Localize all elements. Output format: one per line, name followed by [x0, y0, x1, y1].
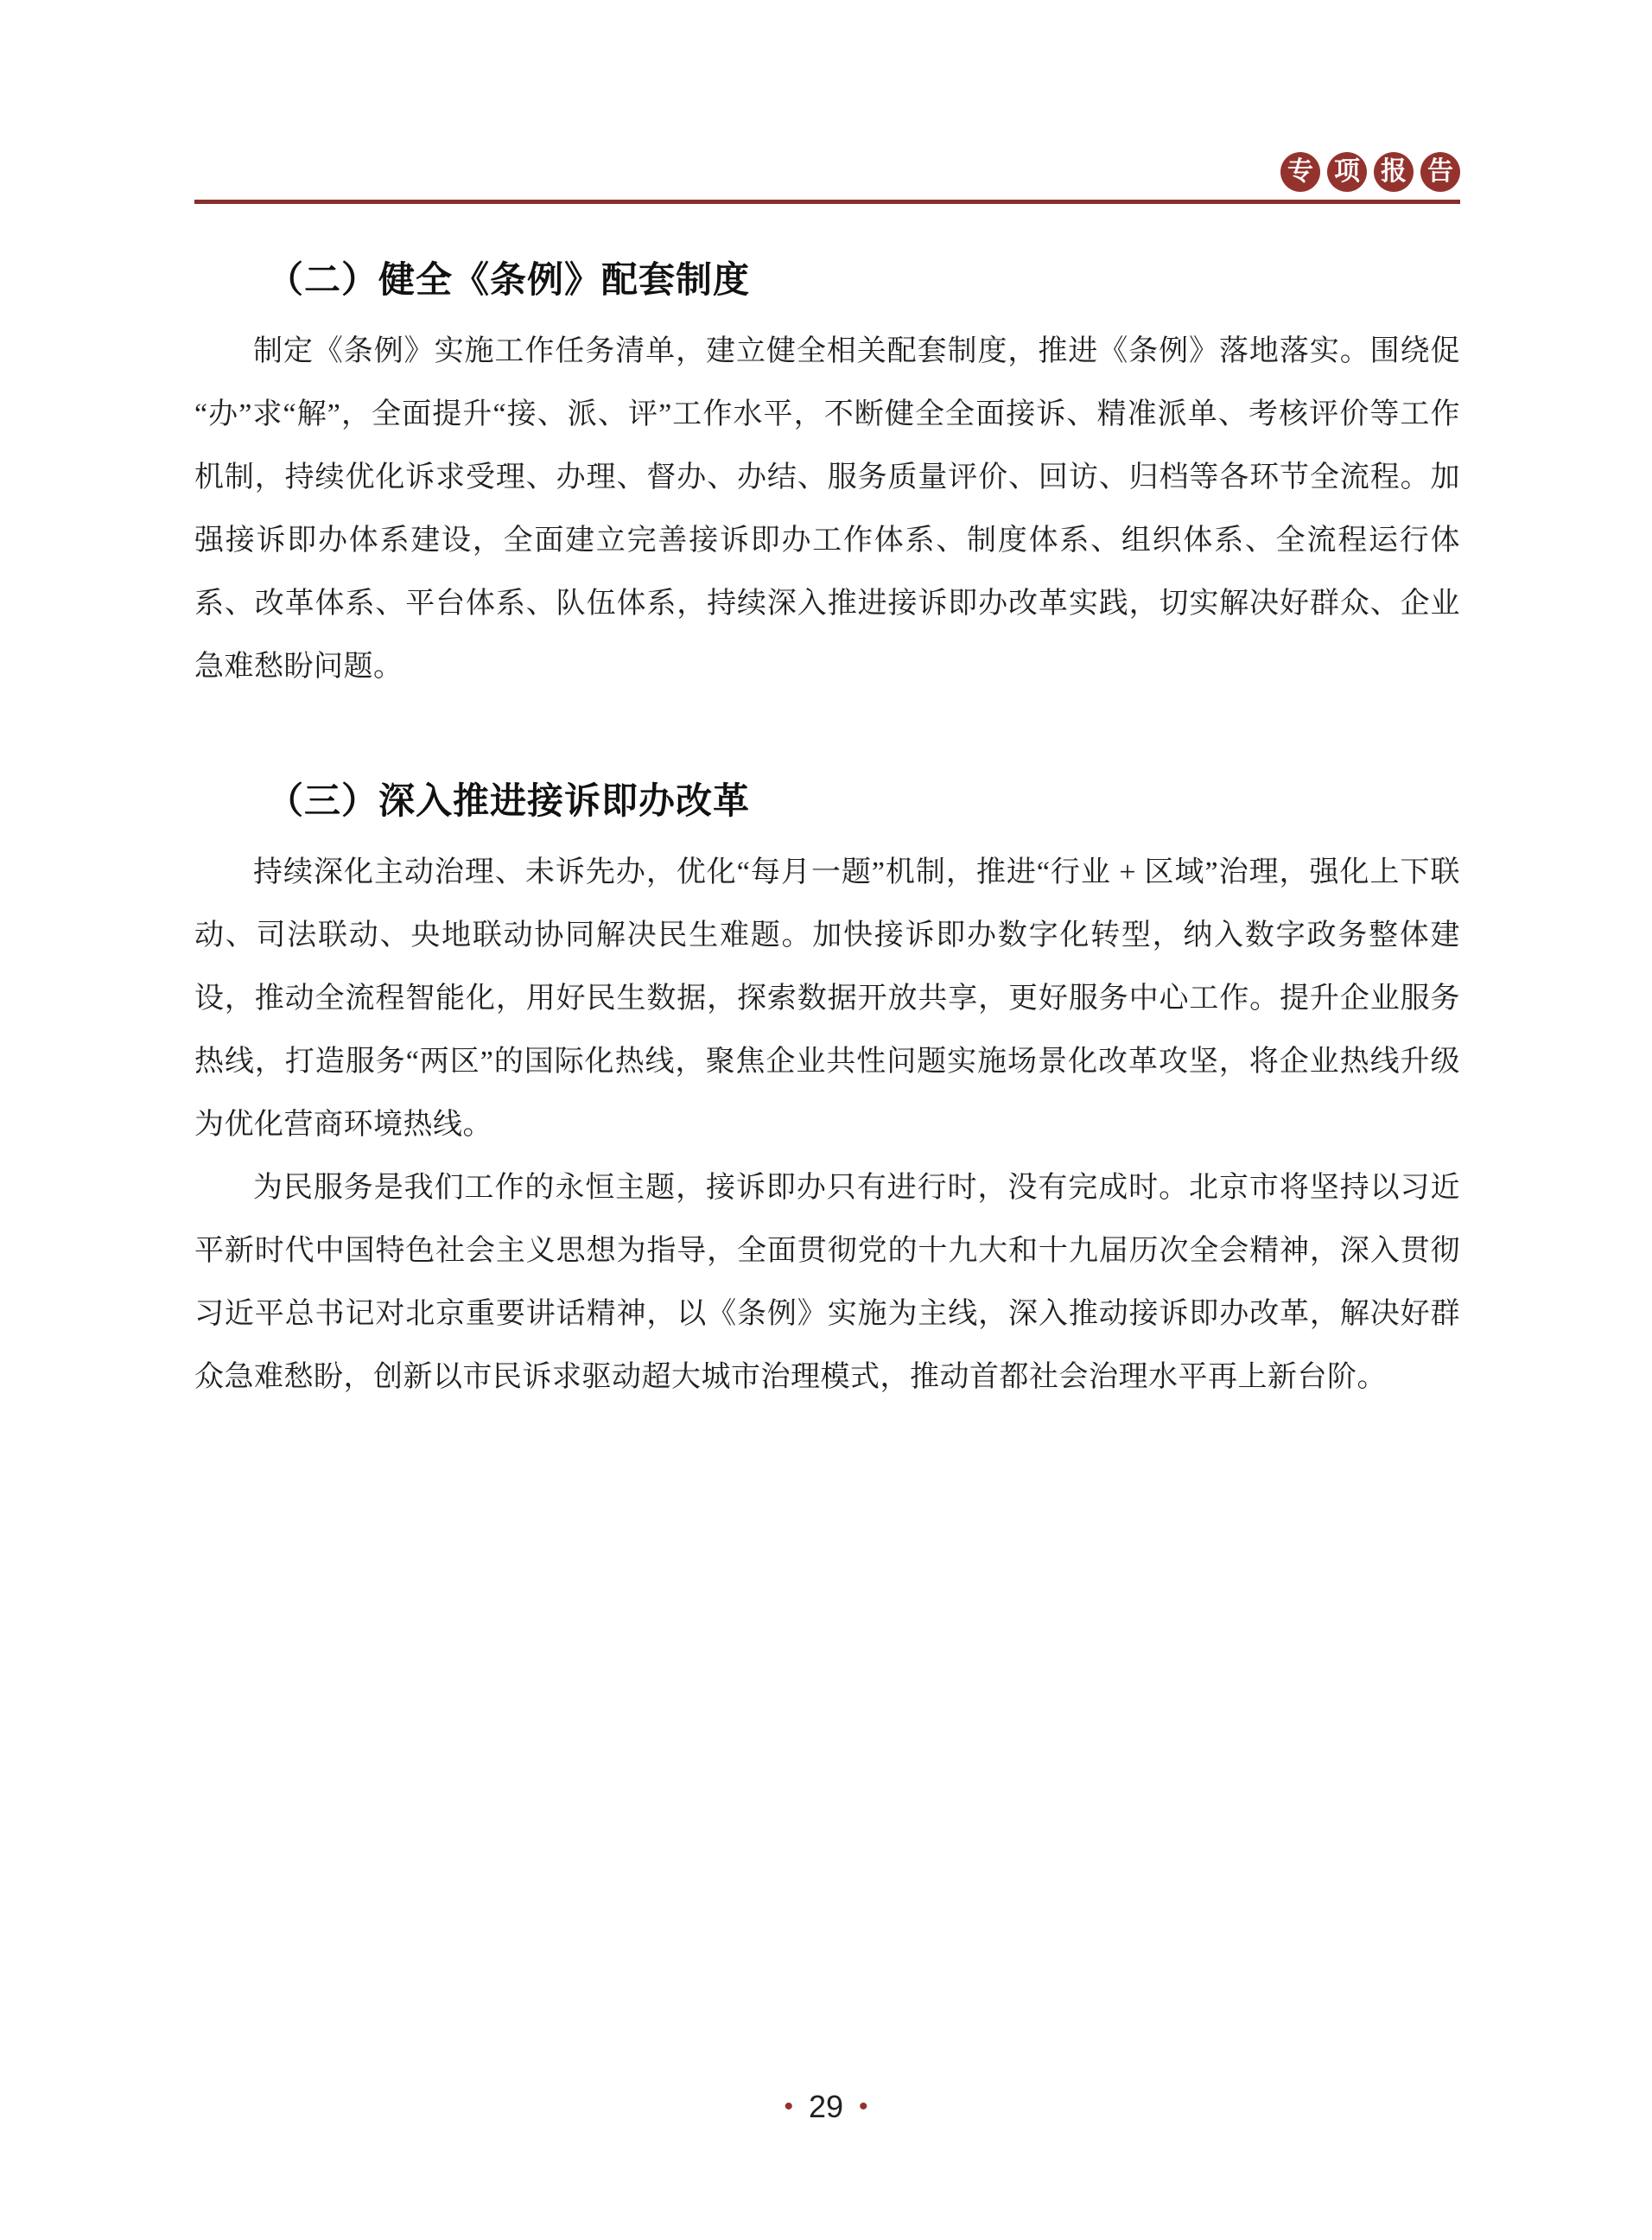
- badge-circle-icon: [1327, 152, 1367, 192]
- footer-dot-left-icon: •: [784, 2092, 793, 2121]
- badge-char: 告: [1427, 157, 1453, 186]
- badge-circle-icon: [1374, 152, 1414, 192]
- badge-char: 项: [1334, 157, 1360, 186]
- report-type-badge: [194, 152, 1460, 192]
- document-body: [194, 259, 1460, 1409]
- paragraph: 为民服务是我们工作的永恒主题，接诉即办只有进行时，没有完成时。北京市将坚持以习近平新时代中国特色社会主义思想为指导，全面贯彻党的十九大和十九届历次全会精神，深入贯彻习近平总书记对北京重要讲话精神，以《条例》实施为主线，深入推动接诉即办改革，解决好群众急难愁盼，创新以市民诉求驱动超大城市治理模式，推动首都社会治理水平再上新台阶。: [194, 1172, 1460, 1393]
- badge-char: 报: [1381, 157, 1407, 186]
- page-footer: [0, 2091, 1652, 2122]
- paragraph: 持续深化主动治理、未诉先办，优化“每月一题”机制，推进“行业 + 区域”治理，强化上下联动、司法联动、央地联动协同解决民生难题。加快接诉即办数字化转型，纳入数字政务整体建设，推动全流程智能化，用好民生数据，探索数据开放共享，更好服务中心工作。提升企业服务热线，打造服务“两区”的国际化热线，聚焦企业共性问题实施场景化改革攻坚，将企业热线升级为优化营商环境热线。: [194, 856, 1460, 1141]
- section-heading: （二）健全《条例》配套制度: [267, 259, 751, 300]
- paragraph: 制定《条例》实施工作任务清单，建立健全相关配套制度，推进《条例》落地落实。围绕促“办”求“解”，全面提升“接、派、评”工作水平，不断健全全面接诉、精准派单、考核评价等工作机制，持续优化诉求受理、办理、督办、办结、服务质量评价、回访、归档等各环节全流程。加强接诉即办体系建设，全面建立完善接诉即办工作体系、制度体系、组织体系、全流程运行体系、改革体系、平台体系、队伍体系，持续深入推进接诉即办改革实践，切实解决好群众、企业急难愁盼问题。: [194, 335, 1460, 683]
- section-deepen-reform: [194, 780, 1460, 1409]
- header-rule: [194, 200, 1460, 204]
- badge-circle-icon: [1280, 152, 1320, 192]
- page-header: [194, 0, 1460, 204]
- badge-circle-icon: [1420, 152, 1460, 192]
- section-supporting-systems: [194, 259, 1460, 698]
- page-number: 29: [808, 2089, 844, 2124]
- badge-char: 专: [1287, 157, 1313, 186]
- footer-dot-right-icon: •: [859, 2092, 868, 2121]
- section-heading: （三）深入推进接诉即办改革: [267, 780, 751, 821]
